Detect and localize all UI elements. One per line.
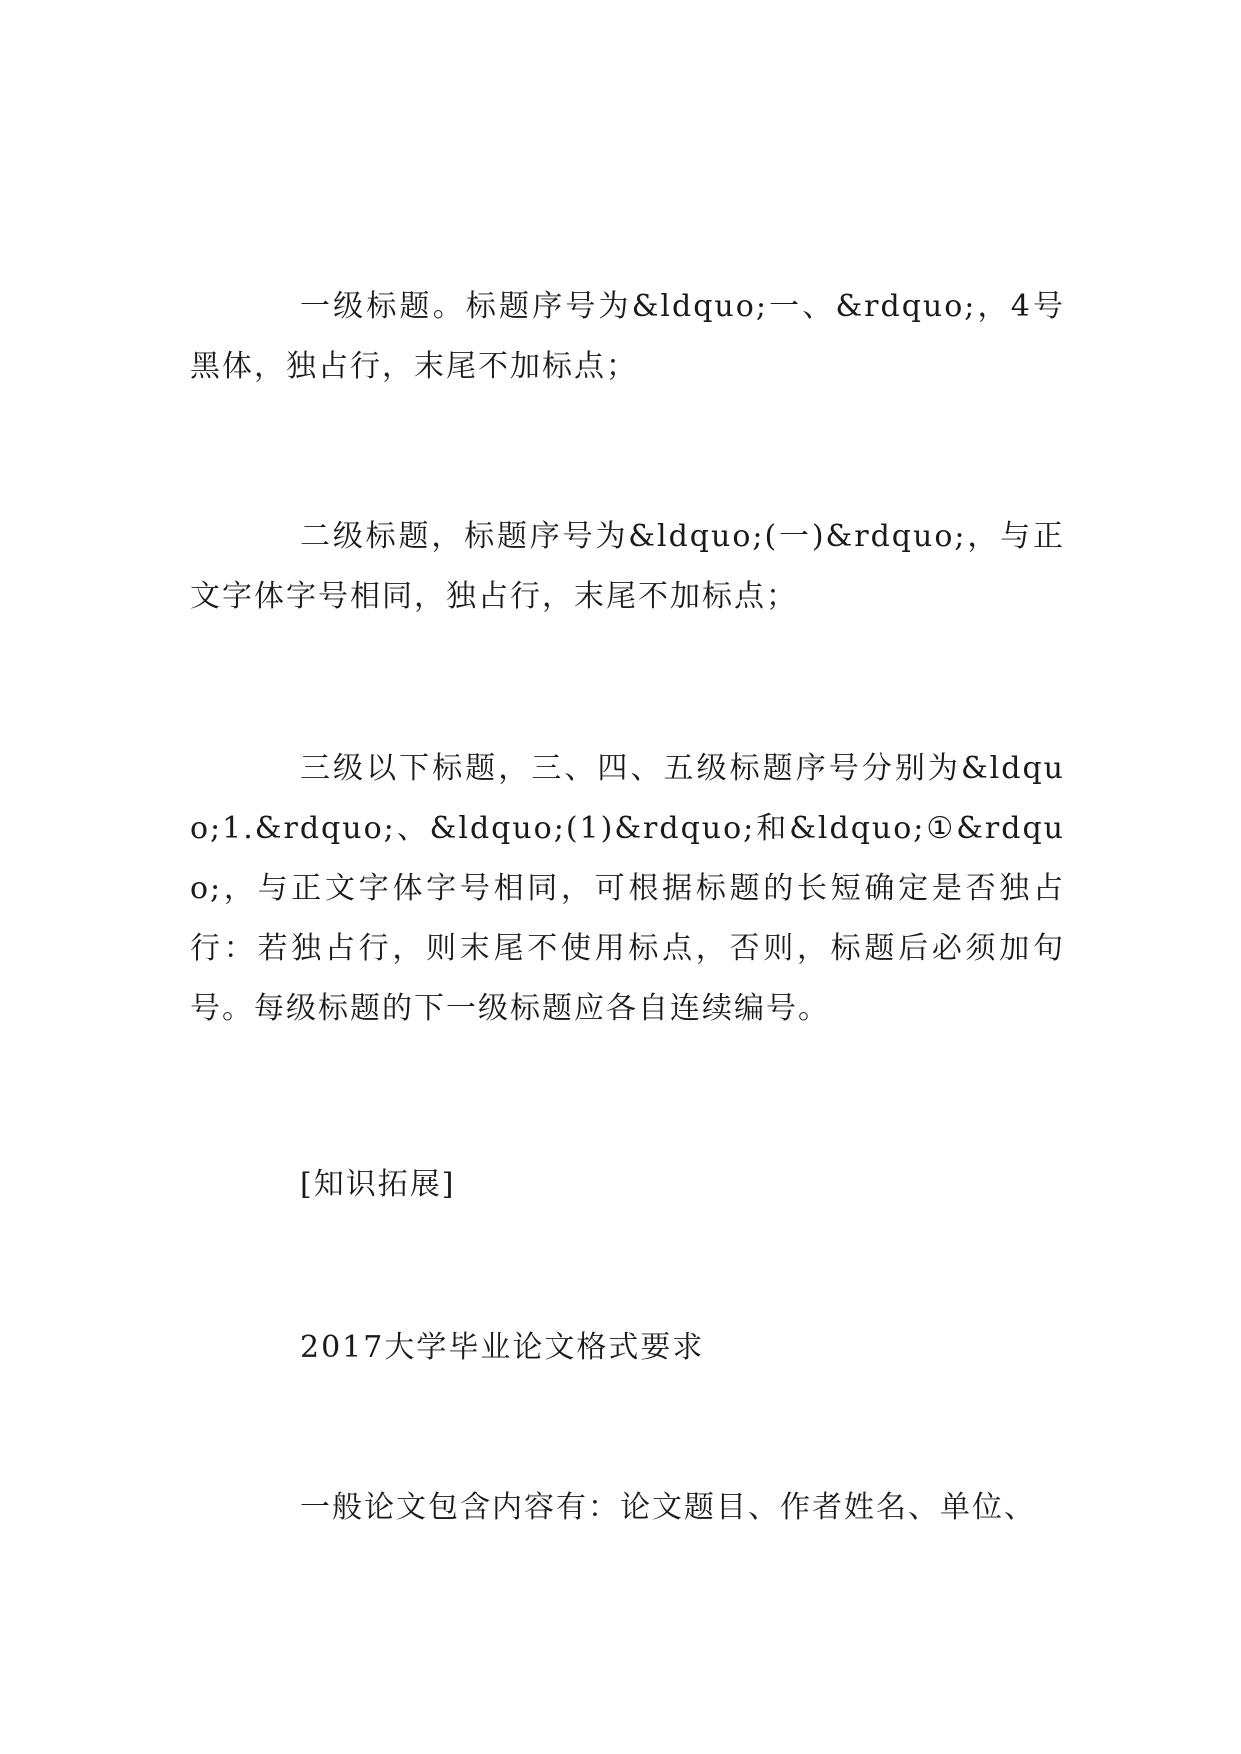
section-label-knowledge-extension: [知识拓展] [300, 1167, 456, 1202]
paragraph-contents-intro: 一般论文包含内容有：论文题目、作者姓名、单位、 [300, 1490, 1036, 1525]
paragraph-heading-level-3: 三级以下标题，三、四、五级标题序号分别为&ldquo;1.&rdquo;、&ldquo;(1)&rdquo;和&ldquo;①&rdquo;，与正文字体字号相同，可根据标题的长短确定是否独占行：若独占行，则末尾不使用标点，否则，标题后必须加句号。每级标题的下一级标题应各自连续编号。 [190, 751, 1065, 1026]
section-title: 2017大学毕业论文格式要求 [300, 1330, 705, 1365]
paragraph-heading-level-2: 二级标题，标题序号为&ldquo;(一)&rdquo;，与正文字体字号相同，独占行，末尾不加标点； [190, 519, 1065, 614]
paragraph-heading-level-1: 一级标题。标题序号为&ldquo;一、&rdquo;，4号黑体，独占行，末尾不加标点； [190, 289, 1065, 384]
